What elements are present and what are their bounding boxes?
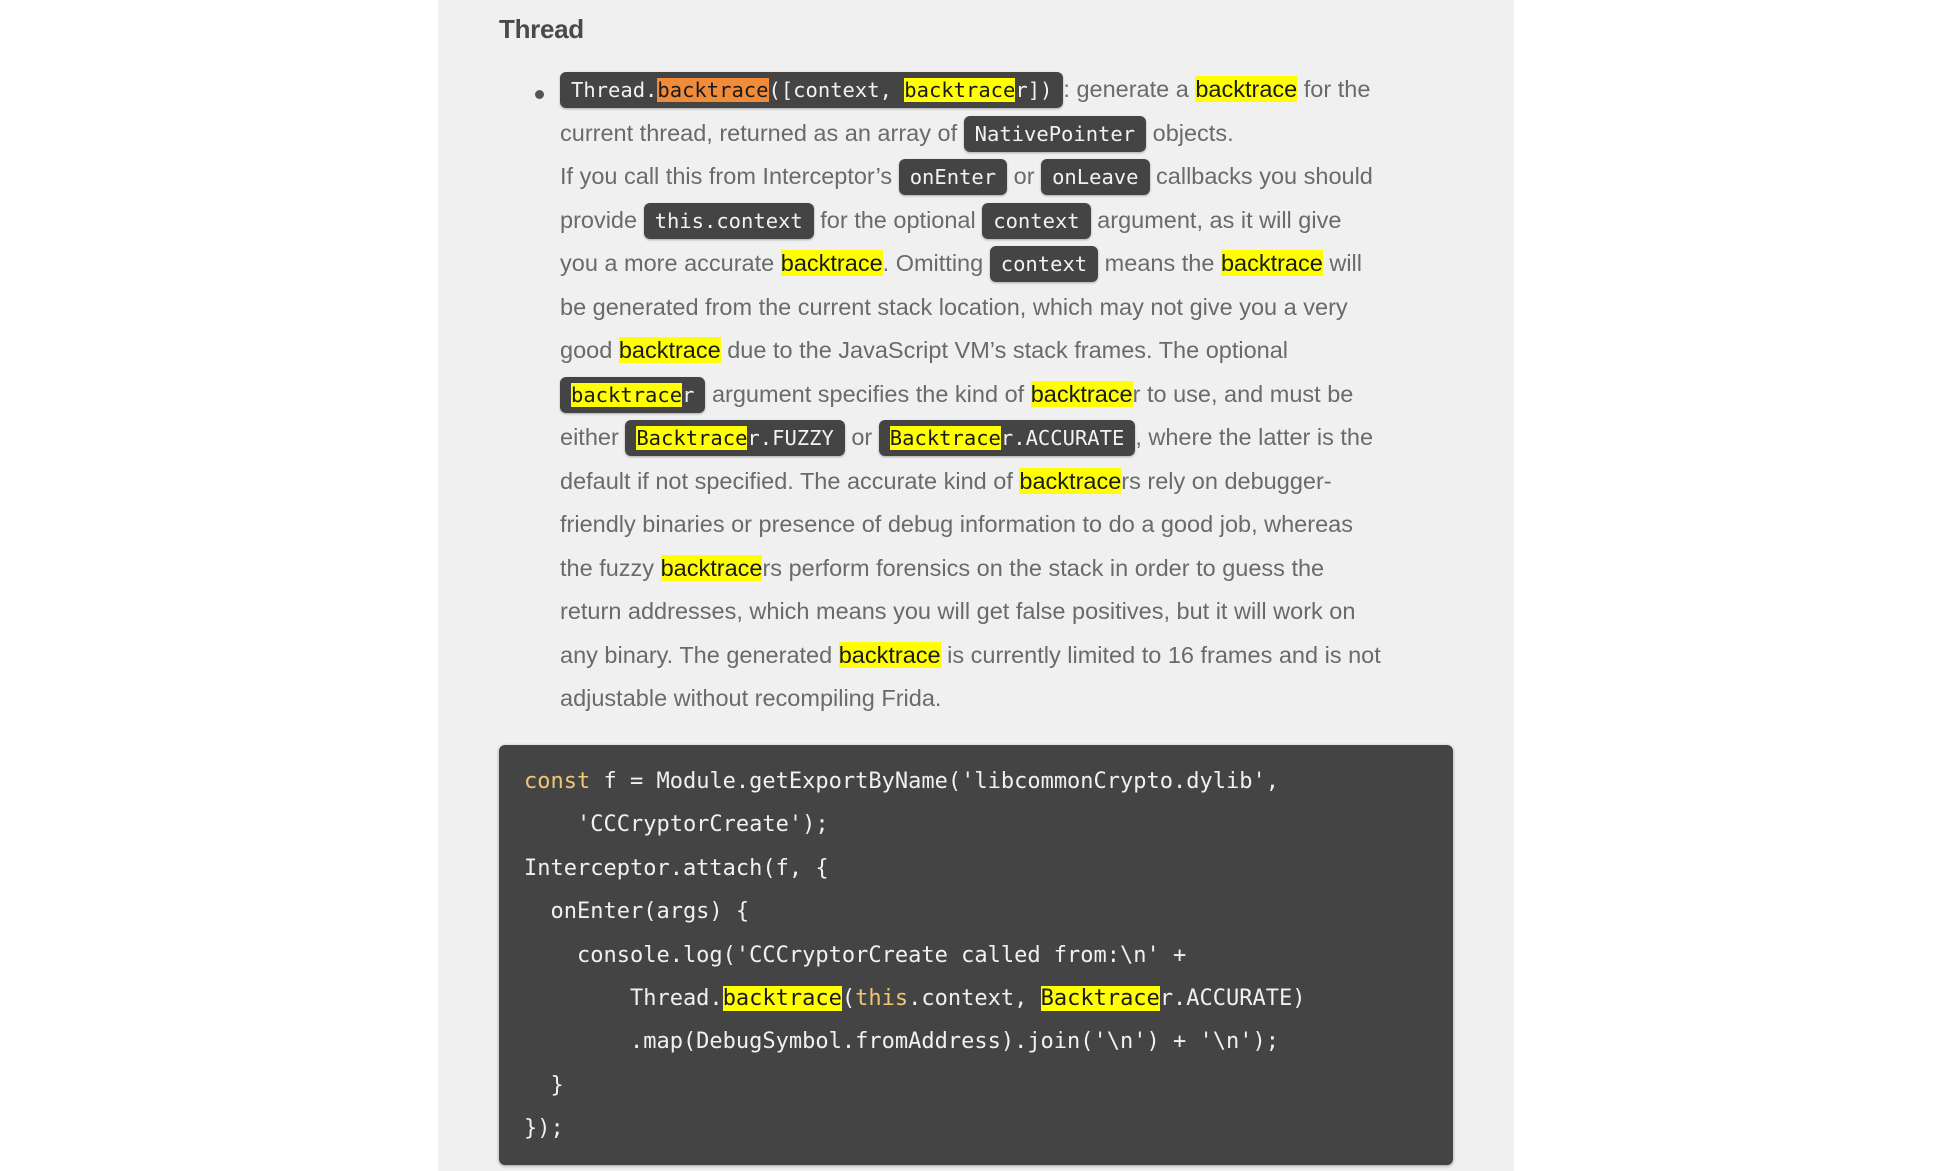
search-match: backtrace — [780, 250, 883, 276]
desc-line: backtracer argument specifies the kind of backtracer to use, and must be — [560, 373, 1440, 417]
inline-code-backtracer-accurate: Backtracer.ACCURATE — [879, 420, 1136, 456]
desc-line: be generated from the current stack location, which may not give you a very — [560, 293, 1348, 320]
search-match: backtrace — [904, 78, 1016, 102]
desc-line: any binary. The generated backtrace is currently limited to 16 frames and is not — [560, 641, 1381, 668]
code-line: } — [524, 1072, 564, 1098]
doc-page — [438, 0, 1514, 1171]
code-listing — [499, 745, 1453, 1166]
code-line: console.log('CCCryptorCreate called from:\n' + — [524, 942, 1187, 968]
inline-code-onenter: onEnter — [899, 159, 1007, 195]
desc-line: you a more accurate backtrace. Omitting context means the backtrace will — [560, 242, 1440, 286]
inline-code-nativepointer: NativePointer — [964, 116, 1146, 152]
search-match: backtrace — [1195, 76, 1298, 102]
desc-line: return addresses, which means you will get false positives, but it will work on — [560, 598, 1356, 624]
search-match: Backtrace — [1040, 986, 1160, 1012]
search-match: backtrace — [838, 641, 941, 668]
search-match: backtrace — [571, 382, 683, 407]
thread-backtrace-description — [560, 68, 1440, 721]
search-match: backtrace — [722, 986, 842, 1012]
code-line: onEnter(args) { — [524, 899, 750, 925]
code-line: 'CCCryptorCreate'); — [524, 812, 829, 838]
code-line: .map(DebugSymbol.fromAddress).join('\n') + '\n'); — [524, 1029, 1279, 1055]
code-line: const f = Module.getExportByName('libcommonCrypto.dylib', — [524, 769, 1279, 794]
search-match: backtrace — [1019, 467, 1122, 494]
list-bullet — [535, 90, 544, 99]
inline-code-backtracer: backtracer — [560, 377, 705, 413]
desc-line: either Backtracer.FUZZY or Backtracer.ACCURATE , where the latter is the — [560, 416, 1440, 460]
section-title: Thread — [499, 14, 584, 44]
desc-line: current thread, returned as an array of NativePointer objects. — [560, 112, 1440, 156]
desc-line: good backtrace due to the JavaScript VM’s stack frames. The optional — [560, 337, 1289, 363]
desc-line: adjustable without recompiling Frida. — [560, 685, 942, 711]
code-line: }); — [524, 1116, 564, 1142]
inline-code-onleave: onLeave — [1041, 159, 1149, 195]
desc-line: If you call this from Interceptor’s onEnter or onLeave callbacks you should — [560, 155, 1440, 199]
inline-code-context: context — [990, 246, 1098, 282]
desc-line: the fuzzy backtracers perform forensics on the stack in order to guess the — [560, 554, 1325, 581]
search-match-current: backtrace — [657, 78, 769, 102]
inline-code-this-context: this.context — [644, 203, 814, 239]
signature-code: Thread.backtrace([context, backtracer]) — [560, 72, 1063, 108]
desc-line: Thread.backtrace([context, backtracer]) : generate a backtrace for the — [560, 68, 1440, 112]
search-match: backtrace — [1030, 380, 1133, 407]
code-line: Interceptor.attach(f, { — [524, 855, 829, 881]
search-match: backtrace — [660, 554, 763, 581]
desc-line: provide this.context for the optional context argument, as it will give — [560, 199, 1440, 243]
code-example-block[interactable] — [499, 745, 1453, 1165]
code-line: Thread.backtrace(this.context, Backtracer.ACCURATE) — [524, 986, 1306, 1012]
desc-line: default if not specified. The accurate kind of backtracers rely on debugger- — [560, 467, 1332, 494]
search-match: backtrace — [618, 337, 721, 363]
inline-code-context: context — [982, 203, 1090, 239]
search-match: Backtrace — [636, 426, 748, 450]
search-match: backtrace — [1220, 250, 1323, 276]
search-match: Backtrace — [889, 426, 1001, 450]
desc-line: friendly binaries or presence of debug information to do a good job, whereas — [560, 511, 1353, 537]
inline-code-backtracer-fuzzy: Backtracer.FUZZY — [625, 420, 845, 456]
